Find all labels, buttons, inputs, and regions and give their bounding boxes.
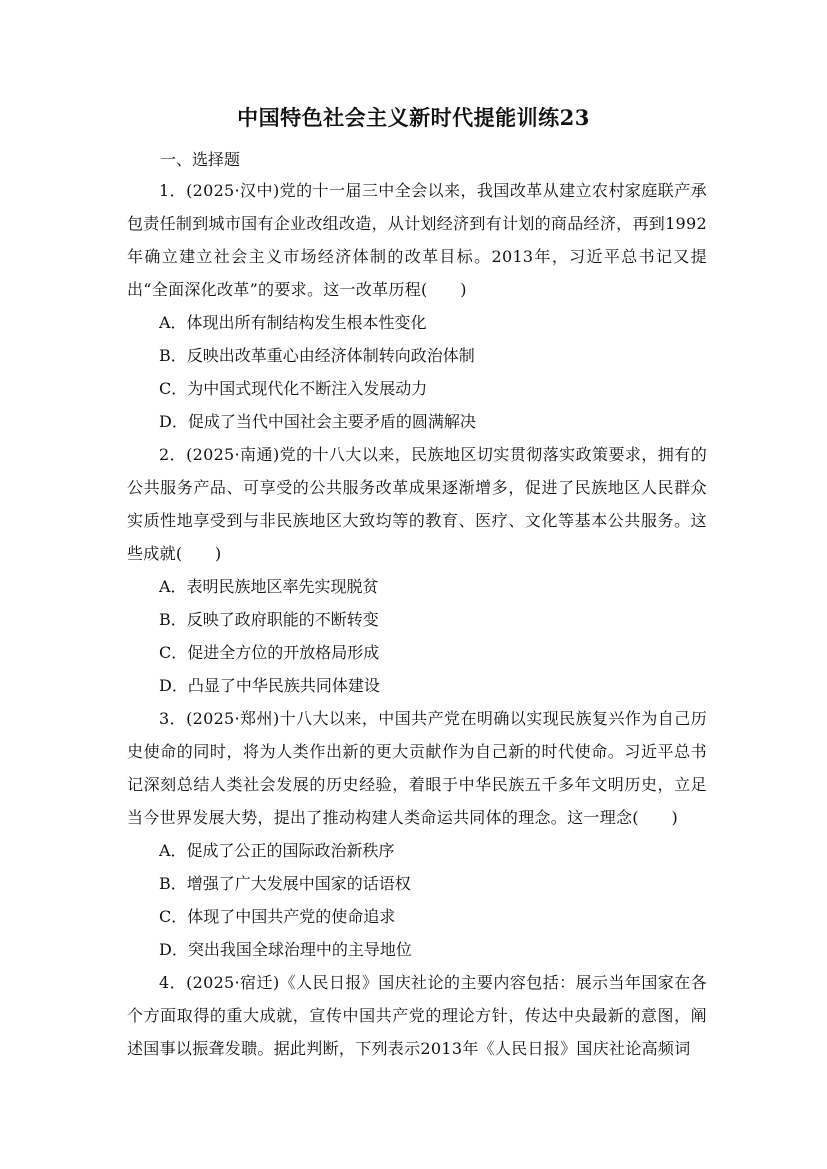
option-d: D．凸显了中华民族共同体建设 [159, 676, 380, 695]
section-heading: 一、选择题 [160, 150, 241, 169]
option-d: D．突出我国全球治理中的主导地位 [159, 940, 412, 959]
option-c: C．体现了中国共产党的使命追求 [159, 907, 396, 926]
option-a: A．促成了公正的国际政治新秩序 [159, 841, 395, 860]
question-2 [127, 438, 707, 702]
question-list [127, 174, 707, 1065]
question-4 [127, 966, 707, 1065]
option-d: D．促成了当代中国社会主要矛盾的圆满解决 [159, 412, 476, 431]
option-a: A．体现出所有制结构发生根本性变化 [159, 313, 427, 332]
question-1 [127, 174, 707, 438]
question-stem: 3．(2025·郑州)十八大以来，中国共产党在明确以实现民族复兴作为自己历史使命的同时，将为人类作出新的更大贡献作为自己新的时代使命。习近平总书记深刻总结人类社会发展的历史经验，着眼于中华民族五千多年文明历史，立足当今世界发展大势，提出了推动构建人类命运共同体的理念。这一理念( ) [127, 709, 707, 827]
option-b: B．增强了广大发展中国家的话语权 [159, 874, 411, 893]
option-b: B．反映了政府职能的不断转变 [159, 610, 379, 629]
question-stem: 2．(2025·南通)党的十八大以来，民族地区切实贯彻落实政策要求，拥有的公共服务产品、可享受的公共服务改革成果逐渐增多，促进了民族地区人民群众实质性地享受到与非民族地区大致均等的教育、医疗、文化等基本公共服务。这些成就( ) [127, 445, 707, 563]
question-stem: 4．(2025·宿迁)《人民日报》国庆社论的主要内容包括：展示当年国家在各个方面取得的重大成就，宣传中国共产党的理论方针，传达中央最新的意图，阐述国事以振聋发聩。据此判断，下列表示2013年《人民日报》国庆社论高频词 [127, 973, 707, 1058]
option-b: B．反映出改革重心由经济体制转向政治体制 [159, 346, 475, 365]
option-a: A．表明民族地区率先实现脱贫 [159, 577, 379, 596]
option-c: C．促进全方位的开放格局形成 [159, 643, 380, 662]
page-title: 中国特色社会主义新时代提能训练23 [237, 105, 590, 130]
question-3 [127, 702, 707, 966]
question-stem: 1．(2025·汉中)党的十一届三中全会以来，我国改革从建立农村家庭联产承包责任制到城市国有企业改组改造，从计划经济到有计划的商品经济，再到1992年确立建立社会主义市场经济体制的改革目标。2013年，习近平总书记又提出“全面深化改革”的要求。这一改革历程( ) [127, 181, 707, 299]
option-c: C．为中国式现代化不断注入发展动力 [159, 379, 428, 398]
